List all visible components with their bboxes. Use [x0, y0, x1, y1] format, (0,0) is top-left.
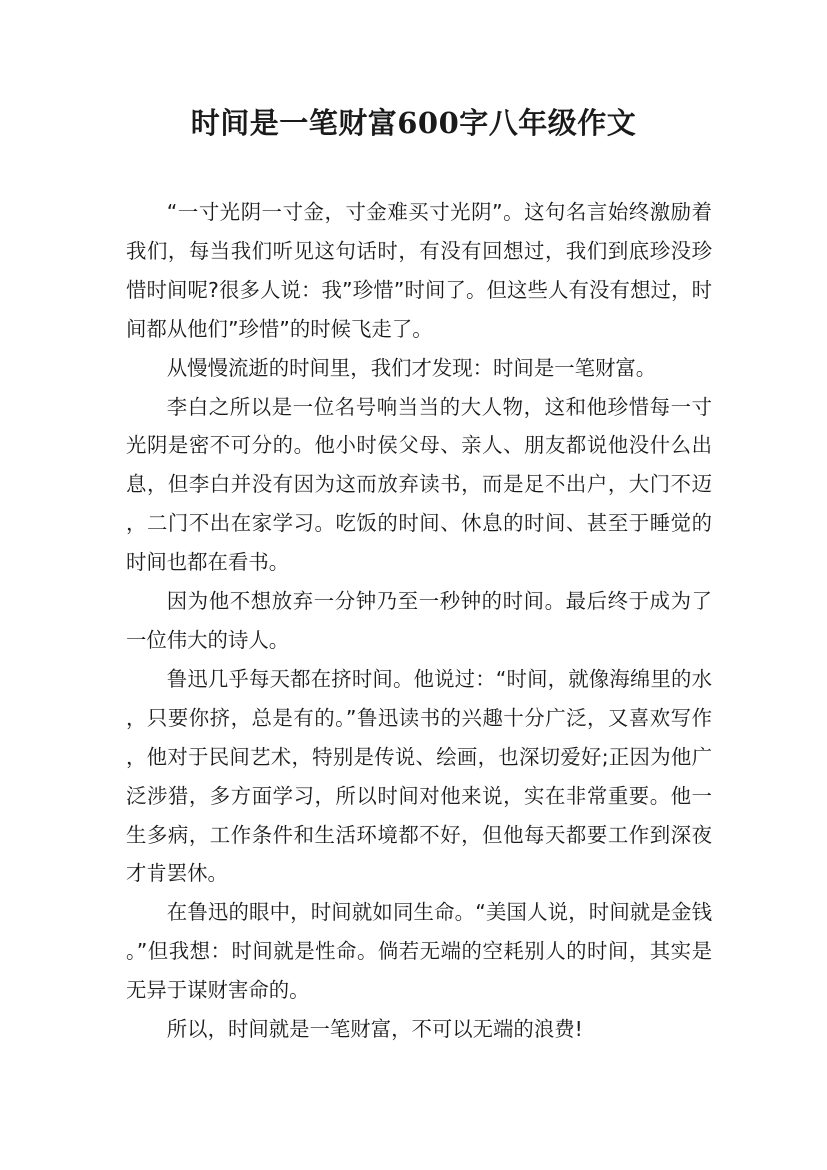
paragraph: 从慢慢流逝的时间里，我们才发现：时间是一笔财富。	[166, 355, 657, 380]
paragraph: 所以，时间就是一笔财富，不可以无端的浪费!	[166, 1017, 583, 1042]
paragraph: 李白之所以是一位名号响当当的大人物，这和他珍惜每一寸光阴是密不可分的。他小时侯父母、亲人、朋友都说他没什么出息，但李白并没有因为这而放弃读书，而是足不出户，大门不迈，二门不出在家学习。吃饭的时间、休息的时间、甚至于睡觉的时间也都在看书。	[126, 394, 712, 575]
paragraph: “一寸光阴一寸金，寸金难买寸光阴”。这句名言始终激励着我们，每当我们听见这句话时，有没有回想过，我们到底珍没珍惜时间呢?很多人说：我”珍惜”时间了。但这些人有没有想过，时间都从他们”珍惜”的时候飞走了。	[126, 200, 712, 341]
paragraph: 鲁迅几乎每天都在挤时间。他说过：“时间，就像海绵里的水，只要你挤，总是有的。”鲁迅读书的兴趣十分广泛，又喜欢写作，他对于民间艺术，特别是传说、绘画，也深切爱好;正因为他广泛涉猎，多方面学习，所以时间对他来说，实在非常重要。他一生多病，工作条件和生活环境都不好，但他每天都要工作到深夜才肯罢休。	[126, 666, 712, 886]
paragraph: 在鲁迅的眼中，时间就如同生命。“美国人说，时间就是金钱。”但我想：时间就是性命。倘若无端的空耗别人的时间，其实是无异于谋财害命的。	[126, 900, 712, 1003]
document-body	[126, 193, 712, 1049]
document-title: 时间是一笔财富600字八年级作文	[190, 106, 637, 140]
paragraph: 因为他不想放弃一分钟乃至一秒钟的时间。最后终于成为了一位伟大的诗人。	[126, 589, 712, 652]
